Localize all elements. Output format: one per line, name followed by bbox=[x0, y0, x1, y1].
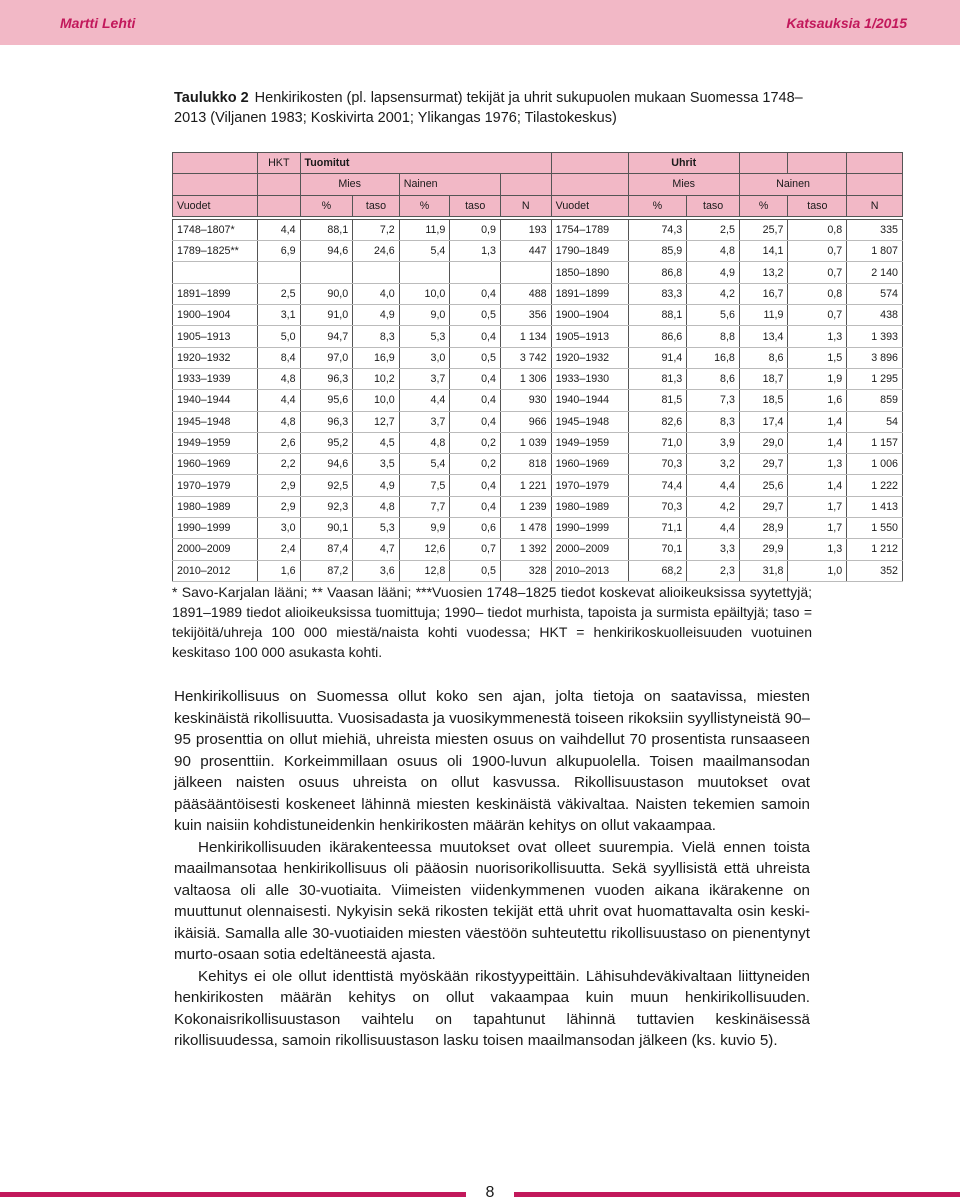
table-cell: 4,9 bbox=[687, 262, 740, 283]
table-cell: 5,4 bbox=[399, 454, 450, 475]
table-cell: 3,5 bbox=[353, 454, 400, 475]
table-cell: 930 bbox=[500, 390, 551, 411]
table-cell: 1940–1944 bbox=[173, 390, 258, 411]
table-cell: 8,6 bbox=[739, 347, 788, 368]
homicide-table bbox=[172, 152, 903, 582]
group-tuomitut: Tuomitut bbox=[300, 153, 551, 174]
table-cell: 1933–1930 bbox=[551, 368, 628, 389]
table-cell bbox=[300, 262, 353, 283]
header-row-groups bbox=[173, 153, 903, 174]
table-cell: 1990–1999 bbox=[173, 518, 258, 539]
table-cell: 16,7 bbox=[739, 283, 788, 304]
col-pct: % bbox=[300, 195, 353, 216]
table-cell: 1900–1904 bbox=[551, 305, 628, 326]
table-cell: 9,0 bbox=[399, 305, 450, 326]
table-cell: 1 393 bbox=[847, 326, 903, 347]
table-cell: 95,2 bbox=[300, 432, 353, 453]
table-cell: 0,8 bbox=[788, 219, 847, 240]
table-cell: 1,0 bbox=[788, 560, 847, 581]
group-uhrit: Uhrit bbox=[628, 153, 739, 174]
table-cell: 1970–1979 bbox=[551, 475, 628, 496]
table-cell: 1850–1890 bbox=[551, 262, 628, 283]
table-cell: 2000–2009 bbox=[173, 539, 258, 560]
table-cell: 3,3 bbox=[687, 539, 740, 560]
table-cell: 1,6 bbox=[788, 390, 847, 411]
table-cell: 8,6 bbox=[687, 368, 740, 389]
col-hkt: HKT bbox=[258, 153, 301, 174]
article-body bbox=[174, 686, 810, 1052]
table-row bbox=[173, 283, 903, 304]
table-cell: 1891–1899 bbox=[551, 283, 628, 304]
table-cell: 4,4 bbox=[687, 518, 740, 539]
table-cell: 86,6 bbox=[628, 326, 687, 347]
table-cell: 82,6 bbox=[628, 411, 687, 432]
table-cell: 85,9 bbox=[628, 241, 687, 262]
table-cell: 352 bbox=[847, 560, 903, 581]
table-cell: 3,0 bbox=[258, 518, 301, 539]
table-cell: 5,0 bbox=[258, 326, 301, 347]
table-cell: 0,7 bbox=[788, 305, 847, 326]
table-cell: 83,3 bbox=[628, 283, 687, 304]
header-series: Katsauksia 1/2015 bbox=[786, 15, 907, 31]
table-cell: 818 bbox=[500, 454, 551, 475]
table-cell: 90,0 bbox=[300, 283, 353, 304]
table-cell: 3,7 bbox=[399, 411, 450, 432]
table-cell: 29,7 bbox=[739, 496, 788, 517]
table-caption bbox=[174, 88, 814, 128]
table-cell: 14,1 bbox=[739, 241, 788, 262]
table-cell: 1,3 bbox=[788, 454, 847, 475]
table-cell: 3,6 bbox=[353, 560, 400, 581]
table-cell: 4,4 bbox=[687, 475, 740, 496]
header-author: Martti Lehti bbox=[60, 15, 136, 31]
table-cell: 96,3 bbox=[300, 411, 353, 432]
table-row bbox=[173, 496, 903, 517]
table-cell: 1980–1989 bbox=[173, 496, 258, 517]
table-cell: 4,7 bbox=[353, 539, 400, 560]
table-cell: 2,5 bbox=[687, 219, 740, 240]
table-cell: 0,4 bbox=[450, 411, 501, 432]
caption-text: Henkirikosten (pl. lapsensurmat) tekijät ja uhrit sukupuolen mukaan Suomessa 1748–2013 (Viljanen 1983; Koskivirta 2001; Ylikangas 1976; Tilastokeskus) bbox=[174, 90, 803, 126]
table-cell: 0,2 bbox=[450, 432, 501, 453]
table-cell: 2010–2013 bbox=[551, 560, 628, 581]
table-cell: 6,9 bbox=[258, 241, 301, 262]
table-cell: 12,6 bbox=[399, 539, 450, 560]
table-cell: 1,4 bbox=[788, 432, 847, 453]
table-cell: 4,8 bbox=[258, 368, 301, 389]
table-cell: 8,3 bbox=[687, 411, 740, 432]
table-cell: 1990–1999 bbox=[551, 518, 628, 539]
table-cell: 0,4 bbox=[450, 368, 501, 389]
table-cell: 1,3 bbox=[788, 326, 847, 347]
col-pct: % bbox=[739, 195, 788, 216]
table-cell: 5,4 bbox=[399, 241, 450, 262]
table-cell: 9,9 bbox=[399, 518, 450, 539]
table-cell: 0,4 bbox=[450, 283, 501, 304]
table-cell: 97,0 bbox=[300, 347, 353, 368]
table-row bbox=[173, 411, 903, 432]
table-cell: 438 bbox=[847, 305, 903, 326]
table-cell: 71,0 bbox=[628, 432, 687, 453]
table-cell: 4,2 bbox=[687, 283, 740, 304]
table-cell: 7,3 bbox=[687, 390, 740, 411]
table-cell: 92,3 bbox=[300, 496, 353, 517]
col-vuodet: Vuodet bbox=[551, 195, 628, 216]
uhrit-nainen: Nainen bbox=[739, 174, 846, 195]
table-cell: 1980–1989 bbox=[551, 496, 628, 517]
table-cell: 1949–1959 bbox=[173, 432, 258, 453]
table-cell: 74,4 bbox=[628, 475, 687, 496]
paragraph: Henkirikollisuuden ikärakenteessa muutokset ovat olleet suurempia. Vielä ennen toista maailmansotaa henkirikollisuus oli pääosin nuorisorikollisuutta. Sekä syyllisistä että uhreista valtaosa oli alle 30-vuotiaita. Viimeisten viidenkymmenen vuoden aikana ikärakenne on muuttunut olennaisesti. Nykyisin sekä rikosten tekijät että uhrit ovat huomattavalta osin keski-ikäisiä. Samalla alle 30-vuotiaiden miesten väestöön suhteutettu rikollisuustaso on pienentynyt murto-osaan sotia edeltäneestä ajasta. bbox=[174, 838, 810, 963]
table-cell: 70,3 bbox=[628, 496, 687, 517]
table-cell: 1,6 bbox=[258, 560, 301, 581]
table-cell: 88,1 bbox=[628, 305, 687, 326]
table-cell: 1900–1904 bbox=[173, 305, 258, 326]
table-cell: 966 bbox=[500, 411, 551, 432]
table-cell: 328 bbox=[500, 560, 551, 581]
col-pct: % bbox=[628, 195, 687, 216]
table-cell: 1,5 bbox=[788, 347, 847, 368]
table-cell: 1920–1932 bbox=[551, 347, 628, 368]
table-cell: 1891–1899 bbox=[173, 283, 258, 304]
table-row bbox=[173, 539, 903, 560]
table-cell: 1945–1948 bbox=[173, 411, 258, 432]
page-header bbox=[0, 0, 960, 45]
table-cell bbox=[353, 262, 400, 283]
table-cell: 3 896 bbox=[847, 347, 903, 368]
table-cell: 1 157 bbox=[847, 432, 903, 453]
table-body bbox=[173, 219, 903, 581]
table-cell: 1920–1932 bbox=[173, 347, 258, 368]
col-taso: taso bbox=[687, 195, 740, 216]
table-cell: 0,9 bbox=[450, 219, 501, 240]
header-row-sex bbox=[173, 174, 903, 195]
table-cell: 574 bbox=[847, 283, 903, 304]
table-row bbox=[173, 518, 903, 539]
table-cell: 2,9 bbox=[258, 475, 301, 496]
header-row-units bbox=[173, 195, 903, 216]
table-cell: 10,0 bbox=[399, 283, 450, 304]
col-taso: taso bbox=[353, 195, 400, 216]
table-cell: 1970–1979 bbox=[173, 475, 258, 496]
table-cell: 0,4 bbox=[450, 326, 501, 347]
table-cell: 4,0 bbox=[353, 283, 400, 304]
table-cell bbox=[450, 262, 501, 283]
table-cell: 1 222 bbox=[847, 475, 903, 496]
table-cell: 2 140 bbox=[847, 262, 903, 283]
table-row bbox=[173, 454, 903, 475]
table-cell: 1905–1913 bbox=[173, 326, 258, 347]
table-cell: 2000–2009 bbox=[551, 539, 628, 560]
table-cell: 0,4 bbox=[450, 475, 501, 496]
table-cell: 0,2 bbox=[450, 454, 501, 475]
table-cell: 70,3 bbox=[628, 454, 687, 475]
table-cell: 1,4 bbox=[788, 475, 847, 496]
table-row bbox=[173, 368, 903, 389]
table-cell bbox=[399, 262, 450, 283]
table-cell: 94,6 bbox=[300, 454, 353, 475]
page-number: 8 bbox=[485, 1184, 495, 1201]
table-cell: 1 478 bbox=[500, 518, 551, 539]
table-cell: 5,3 bbox=[399, 326, 450, 347]
table-row bbox=[173, 432, 903, 453]
table-cell: 18,7 bbox=[739, 368, 788, 389]
table-cell: 859 bbox=[847, 390, 903, 411]
table-cell: 88,1 bbox=[300, 219, 353, 240]
table-cell: 1 134 bbox=[500, 326, 551, 347]
table-cell: 0,4 bbox=[450, 496, 501, 517]
table-cell: 0,4 bbox=[450, 390, 501, 411]
table-cell: 1,3 bbox=[450, 241, 501, 262]
table-cell: 1789–1825** bbox=[173, 241, 258, 262]
table-cell: 16,9 bbox=[353, 347, 400, 368]
table-cell: 335 bbox=[847, 219, 903, 240]
table-cell: 8,4 bbox=[258, 347, 301, 368]
table-cell: 1 039 bbox=[500, 432, 551, 453]
table-row bbox=[173, 347, 903, 368]
table-cell: 68,2 bbox=[628, 560, 687, 581]
table-row bbox=[173, 241, 903, 262]
caption-label: Taulukko 2 bbox=[174, 90, 249, 106]
table-cell: 81,5 bbox=[628, 390, 687, 411]
table-cell: 1 306 bbox=[500, 368, 551, 389]
table-cell: 91,0 bbox=[300, 305, 353, 326]
table-cell: 12,8 bbox=[399, 560, 450, 581]
table-cell: 1,7 bbox=[788, 496, 847, 517]
table-cell: 1945–1948 bbox=[551, 411, 628, 432]
table-cell: 4,5 bbox=[353, 432, 400, 453]
table-cell: 1940–1944 bbox=[551, 390, 628, 411]
table-cell: 25,6 bbox=[739, 475, 788, 496]
table-cell: 25,7 bbox=[739, 219, 788, 240]
table-cell: 3,0 bbox=[399, 347, 450, 368]
table-cell: 1 413 bbox=[847, 496, 903, 517]
table-cell bbox=[500, 262, 551, 283]
table-cell: 87,2 bbox=[300, 560, 353, 581]
table-cell: 29,9 bbox=[739, 539, 788, 560]
table-cell: 2,9 bbox=[258, 496, 301, 517]
table-cell: 3,1 bbox=[258, 305, 301, 326]
table-cell: 4,8 bbox=[399, 432, 450, 453]
table-row bbox=[173, 390, 903, 411]
table-cell: 8,8 bbox=[687, 326, 740, 347]
table-cell: 81,3 bbox=[628, 368, 687, 389]
table-cell: 10,2 bbox=[353, 368, 400, 389]
table-cell: 488 bbox=[500, 283, 551, 304]
table-cell: 0,5 bbox=[450, 560, 501, 581]
table-cell: 7,5 bbox=[399, 475, 450, 496]
table-cell: 7,2 bbox=[353, 219, 400, 240]
table-cell: 7,7 bbox=[399, 496, 450, 517]
table-cell: 4,8 bbox=[258, 411, 301, 432]
tuomitut-nainen: Nainen bbox=[399, 174, 500, 195]
table-cell: 94,7 bbox=[300, 326, 353, 347]
table-cell: 356 bbox=[500, 305, 551, 326]
table-cell: 1 221 bbox=[500, 475, 551, 496]
table-cell: 13,2 bbox=[739, 262, 788, 283]
table-cell: 2,2 bbox=[258, 454, 301, 475]
table-cell: 11,9 bbox=[739, 305, 788, 326]
table-cell: 10,0 bbox=[353, 390, 400, 411]
table-cell: 29,0 bbox=[739, 432, 788, 453]
table-cell: 4,2 bbox=[687, 496, 740, 517]
table-cell: 2,5 bbox=[258, 283, 301, 304]
col-pct: % bbox=[399, 195, 450, 216]
footer-rule-right bbox=[514, 1192, 960, 1197]
table-cell: 1748–1807* bbox=[173, 219, 258, 240]
table-cell: 71,1 bbox=[628, 518, 687, 539]
col-taso: taso bbox=[788, 195, 847, 216]
footer-rule-left bbox=[0, 1192, 466, 1197]
table-cell: 92,5 bbox=[300, 475, 353, 496]
table-cell: 87,4 bbox=[300, 539, 353, 560]
table-cell: 1905–1913 bbox=[551, 326, 628, 347]
table-cell: 94,6 bbox=[300, 241, 353, 262]
table-cell: 1 239 bbox=[500, 496, 551, 517]
table-cell: 4,8 bbox=[353, 496, 400, 517]
table-cell: 0,5 bbox=[450, 305, 501, 326]
table-cell: 1949–1959 bbox=[551, 432, 628, 453]
table-cell: 70,1 bbox=[628, 539, 687, 560]
col-vuodet: Vuodet bbox=[173, 195, 258, 216]
table-cell: 5,6 bbox=[687, 305, 740, 326]
table-cell: 13,4 bbox=[739, 326, 788, 347]
tuomitut-mies: Mies bbox=[300, 174, 399, 195]
table-row bbox=[173, 560, 903, 581]
table-cell: 2010–2012 bbox=[173, 560, 258, 581]
table-cell: 1 006 bbox=[847, 454, 903, 475]
table-cell: 1,7 bbox=[788, 518, 847, 539]
table-cell bbox=[258, 262, 301, 283]
table-cell: 1 550 bbox=[847, 518, 903, 539]
table-cell: 29,7 bbox=[739, 454, 788, 475]
table-cell: 3,2 bbox=[687, 454, 740, 475]
table-cell: 4,8 bbox=[687, 241, 740, 262]
table-cell: 1960–1969 bbox=[173, 454, 258, 475]
table-cell: 2,6 bbox=[258, 432, 301, 453]
table-cell: 3,7 bbox=[399, 368, 450, 389]
table-cell bbox=[173, 262, 258, 283]
table-cell: 0,8 bbox=[788, 283, 847, 304]
table-cell: 74,3 bbox=[628, 219, 687, 240]
table-cell: 1 392 bbox=[500, 539, 551, 560]
table-cell: 1 807 bbox=[847, 241, 903, 262]
table-cell: 1 295 bbox=[847, 368, 903, 389]
table-cell: 1,9 bbox=[788, 368, 847, 389]
table-cell: 1754–1789 bbox=[551, 219, 628, 240]
table-cell: 0,7 bbox=[788, 262, 847, 283]
table-row bbox=[173, 326, 903, 347]
table-cell: 4,4 bbox=[258, 390, 301, 411]
table-cell: 1 212 bbox=[847, 539, 903, 560]
table-cell: 54 bbox=[847, 411, 903, 432]
col-n: N bbox=[847, 195, 903, 216]
table-cell: 1960–1969 bbox=[551, 454, 628, 475]
table-cell: 8,3 bbox=[353, 326, 400, 347]
table-cell: 0,5 bbox=[450, 347, 501, 368]
paragraph: Henkirikollisuus on Suomessa ollut koko sen ajan, jolta tietoja on saatavissa, miesten keskinäistä rikollisuutta. Vuosisadasta ja vuosikymmenestä toiseen rikoksiin syyllistyneistä 90–95 prosenttia on ollut miehiä, uhreista miesten osuus on vaihdellut 70 prosentista runsaaseen 90 prosenttiin. Korkeimmillaan osuus oli 1900-luvun alkupuolella. Toisen maailmansodan jälkeen naisten osuus uhreista on ollut kasvussa. Rikollisuustason muutokset ovat pääsääntöisesti koskeneet lähinnä miesten keskinäistä väkivaltaa. Naisten tekemien samoin kuin naisiin kohdistuneidenkin henkirikosten määrän kehitys on ollut vakaampaa. bbox=[174, 688, 810, 834]
table-cell: 1,4 bbox=[788, 411, 847, 432]
table-cell: 96,3 bbox=[300, 368, 353, 389]
paragraph: Kehitys ei ole ollut identtistä myöskään rikostyypeittäin. Lähisuhdeväkivaltaan liittyneiden henkirikosten määrän kehitys on ollut vakaampaa kuin muun henkirikollisuuden. Kokonaisrikollisuustason vaihtelu on tapahtunut lähinnä tuttavien keskinäisessä rikollisuudessa, samoin rikollisuustason lasku toisen maailmansodan jälkeen (ks. kuvio 5). bbox=[174, 967, 810, 1049]
table-footnote: * Savo-Karjalan lääni; ** Vaasan lääni; ***Vuosien 1748–1825 tiedot koskevat alioikeuksissa syytettyjä; 1891–1989 tiedot alioikeuksissa tuomittuja; 1990– tiedot murhista, tapoista ja surmista epäiltyjä; taso = tekijöitä/uhreja 100 000 miestä/naista kohti vuodessa; HKT = henkirikoskuolleisuuden vuotuinen keskitaso 100 000 asukasta kohti. bbox=[172, 584, 812, 660]
table-cell: 3 742 bbox=[500, 347, 551, 368]
table-cell: 90,1 bbox=[300, 518, 353, 539]
table-cell: 1933–1939 bbox=[173, 368, 258, 389]
table-row bbox=[173, 475, 903, 496]
table-cell: 5,3 bbox=[353, 518, 400, 539]
table-row bbox=[173, 219, 903, 240]
table-row bbox=[173, 262, 903, 283]
table-cell: 0,6 bbox=[450, 518, 501, 539]
table-cell: 28,9 bbox=[739, 518, 788, 539]
table-row bbox=[173, 305, 903, 326]
table-cell: 4,4 bbox=[399, 390, 450, 411]
table-cell: 447 bbox=[500, 241, 551, 262]
table-cell: 18,5 bbox=[739, 390, 788, 411]
table-cell: 0,7 bbox=[788, 241, 847, 262]
table-cell: 12,7 bbox=[353, 411, 400, 432]
table-cell: 86,8 bbox=[628, 262, 687, 283]
table-cell: 193 bbox=[500, 219, 551, 240]
table-cell: 16,8 bbox=[687, 347, 740, 368]
table-cell: 3,9 bbox=[687, 432, 740, 453]
table-cell: 11,9 bbox=[399, 219, 450, 240]
table-cell: 1,3 bbox=[788, 539, 847, 560]
table-cell: 4,9 bbox=[353, 475, 400, 496]
table-cell: 4,4 bbox=[258, 219, 301, 240]
uhrit-mies: Mies bbox=[628, 174, 739, 195]
table-cell: 95,6 bbox=[300, 390, 353, 411]
table-cell: 17,4 bbox=[739, 411, 788, 432]
table-cell: 2,3 bbox=[687, 560, 740, 581]
table-cell: 1790–1849 bbox=[551, 241, 628, 262]
table-cell: 91,4 bbox=[628, 347, 687, 368]
table-cell: 4,9 bbox=[353, 305, 400, 326]
table-cell: 2,4 bbox=[258, 539, 301, 560]
table-cell: 31,8 bbox=[739, 560, 788, 581]
col-n: N bbox=[500, 195, 551, 216]
table-cell: 24,6 bbox=[353, 241, 400, 262]
col-taso: taso bbox=[450, 195, 501, 216]
table-cell: 0,7 bbox=[450, 539, 501, 560]
